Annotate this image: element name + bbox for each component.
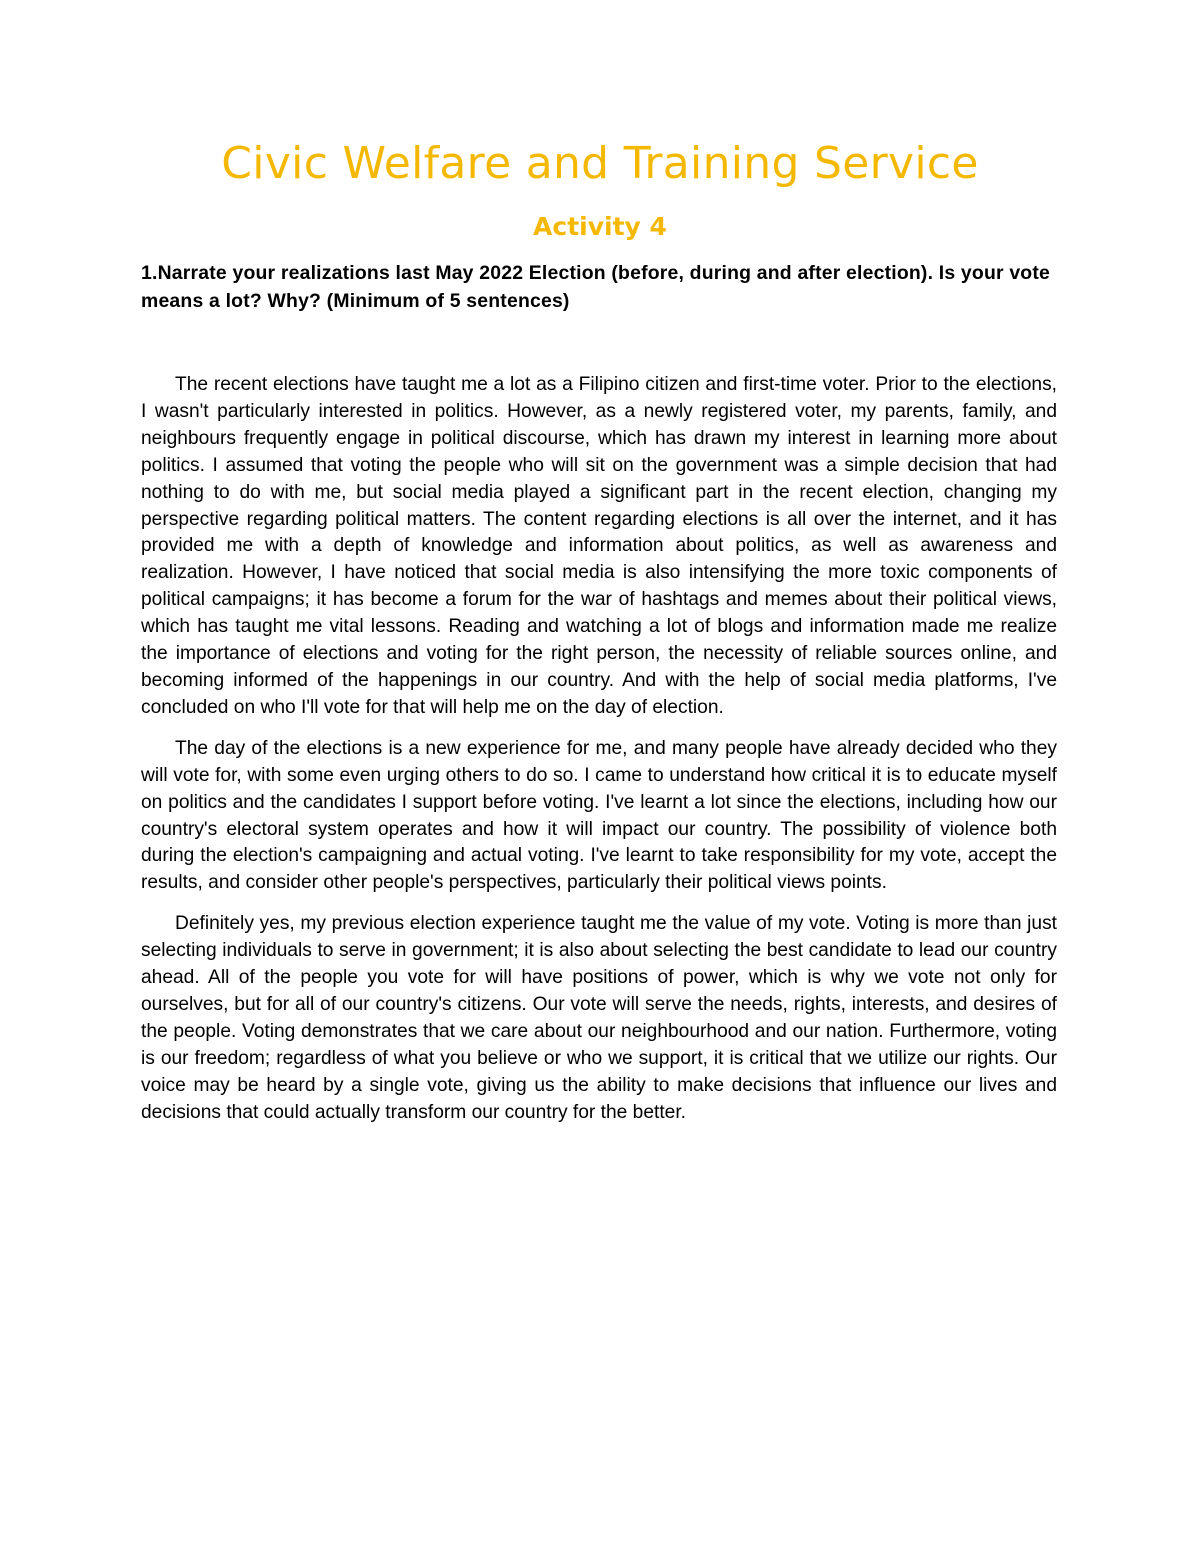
essay-paragraph: The recent elections have taught me a lot as a Filipino citizen and first-time voter. Prior to the elections, I wasn't particularly interested in politics. However, as a newly registered voter, my parents, family, and neighbours frequently engage in political discourse, which has drawn my interest in learning more about politics. I assumed that voting the people who will sit on the government was a simple decision that had nothing to do with me, but social media played a significant part in the recent election, changing my perspective regarding political matters. The content regarding elections is all over the internet, and it has provided me with a depth of knowledge and information about politics, as well as awareness and realization. However, I have noticed that social media is also intensifying the more toxic components of political campaigns; it has become a forum for the war of hashtags and memes about their political views, which has taught me vital lessons. Reading and watching a lot of blogs and information made me realize the importance of elections and voting for the right person, the necessity of reliable sources online, and becoming informed of the happenings in our country. And with the help of social media platforms, I've concluded on who I'll vote for that will help me on the day of election. bbox=[141, 374, 1057, 718]
question-prompt: 1.Narrate your realizations last May 2022 Election (before, during and after election). Is your vote means a lot? Why? (Minimum of 5 sentences) bbox=[141, 262, 1050, 312]
essay-body bbox=[141, 372, 1057, 1140]
document-title: Civic Welfare and Training Service bbox=[221, 138, 979, 189]
activity-subtitle: Activity 4 bbox=[533, 212, 667, 241]
essay-paragraph: Definitely yes, my previous election experience taught me the value of my vote. Voting is more than just selecting individuals to serve in government; it is also about selecting the best candidate to lead our country ahead. All of the people you vote for will have positions of power, which is why we vote not only for ourselves, but for all of our country's citizens. Our vote will serve the needs, rights, interests, and desires of the people. Voting demonstrates that we care about our neighbourhood and our nation. Furthermore, voting is our freedom; regardless of what you believe or who we support, it is critical that we utilize our rights. Our voice may be heard by a single vote, giving us the ability to make decisions that influence our lives and decisions that could actually transform our country for the better. bbox=[141, 913, 1057, 1123]
essay-paragraph: The day of the elections is a new experience for me, and many people have already decided who they will vote for, with some even urging others to do so. I came to understand how critical it is to educate myself on politics and the candidates I support before voting. I've learnt a lot since the elections, including how our country's electoral system operates and how it will impact our country. The possibility of violence both during the election's campaigning and actual voting. I've learnt to take responsibility for my vote, accept the results, and consider other people's perspectives, particularly their political views points. bbox=[141, 737, 1057, 894]
